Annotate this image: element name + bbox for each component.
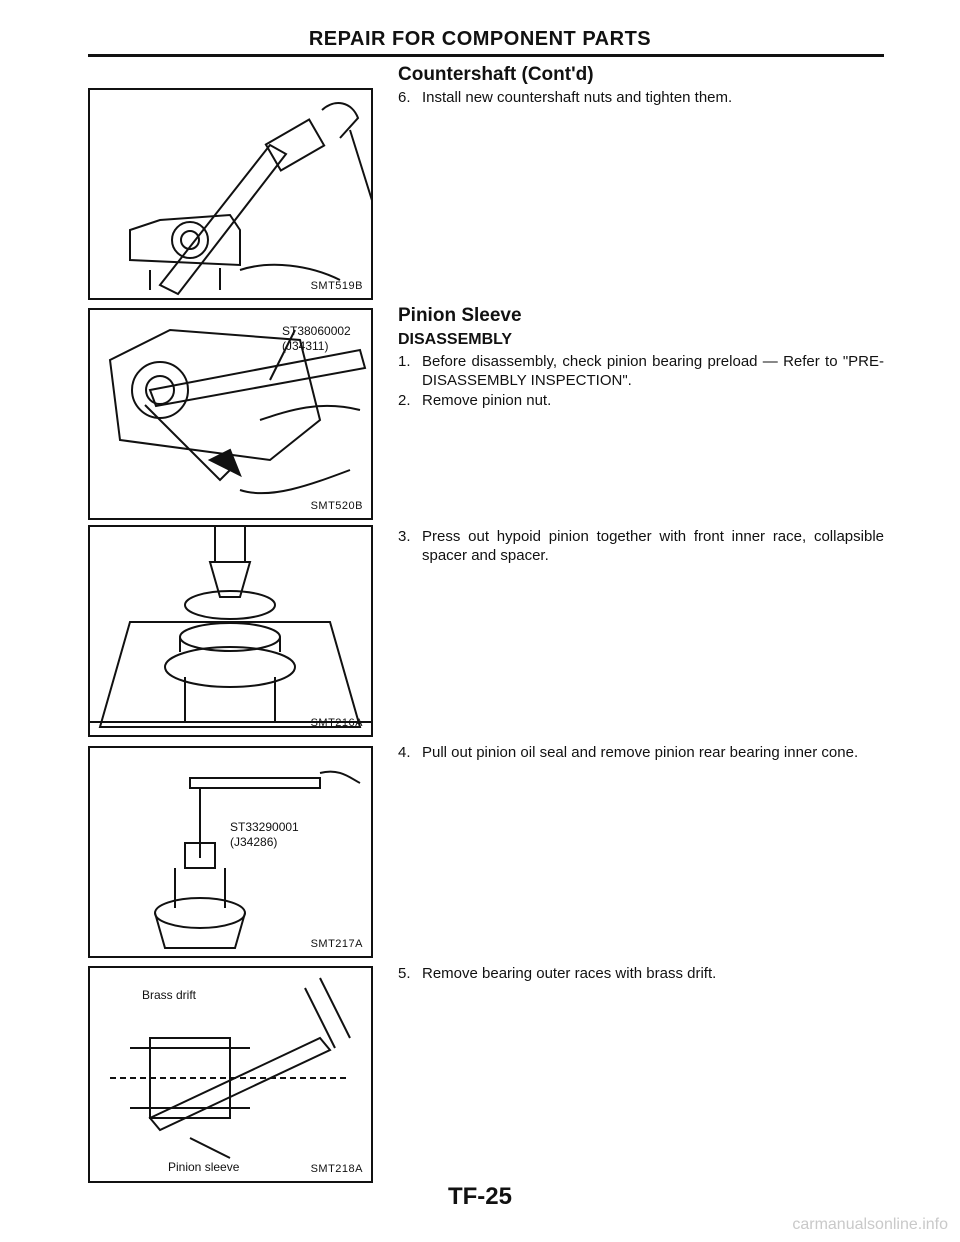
step-number: 2. [398,392,411,409]
brass-drift-label: Brass drift [142,988,197,1002]
remove-outer-races-illustration [90,968,373,1183]
section-title-pinion-sleeve: Pinion Sleeve [398,305,522,326]
tool-alt-number: (J34286) [230,835,278,849]
press-pinion-illustration [90,527,373,737]
step-6 [398,88,884,107]
tool-number: ST33290001 [230,820,299,834]
watermark: carmanualsonline.info [792,1216,948,1233]
step-text: Before disassembly, check pinion bearing preload — Refer to "PRE-DISASSEMBLY INSPECTION". [422,353,884,389]
section-title-countershaft: Countershaft (Cont'd) [398,64,594,85]
step-text: Press out hypoid pinion together with front inner race, collapsible spacer and spacer. [422,528,884,564]
step-number: 1. [398,353,411,370]
tool-callout [230,820,299,850]
subsection-title-disassembly: DISASSEMBLY [398,331,513,348]
page-number: TF-25 [447,1183,512,1210]
pull-oil-seal-illustration [90,748,373,958]
header-rule [88,54,884,57]
figure-pinion-nut [88,308,373,520]
step-text: Install new countershaft nuts and tighten them. [422,89,733,106]
step-number: 5. [398,965,411,982]
step-4 [398,743,884,762]
figure-code: SMT520B [310,500,363,512]
pinion-sleeve-label: Pinion sleeve [168,1160,240,1174]
step-number: 4. [398,744,411,761]
step-1 [398,352,884,390]
page-header: REPAIR FOR COMPONENT PARTS [308,28,652,50]
step-number: 3. [398,528,411,545]
figure-countershaft-nut [88,88,373,300]
figure-code: SMT218A [310,1163,363,1175]
step-text: Pull out pinion oil seal and remove pinion rear bearing inner cone. [422,744,859,761]
figure-press-pinion [88,525,373,737]
step-2 [398,391,884,410]
step-text: Remove bearing outer races with brass drift. [422,965,717,982]
tool-callout [282,324,351,354]
tool-number: ST38060002 [282,324,351,338]
figure-pull-oil-seal [88,746,373,958]
figure-code: SMT217A [310,938,363,950]
step-5 [398,964,884,983]
figure-code: SMT216A [310,717,363,729]
tool-alt-number: (J34311) [282,339,329,353]
step-text: Remove pinion nut. [422,392,552,409]
figure-code: SMT519B [310,280,363,292]
figure-remove-outer-races [88,966,373,1183]
step-number: 6. [398,89,411,106]
step-3 [398,527,884,565]
countershaft-wrench-illustration [90,90,373,300]
